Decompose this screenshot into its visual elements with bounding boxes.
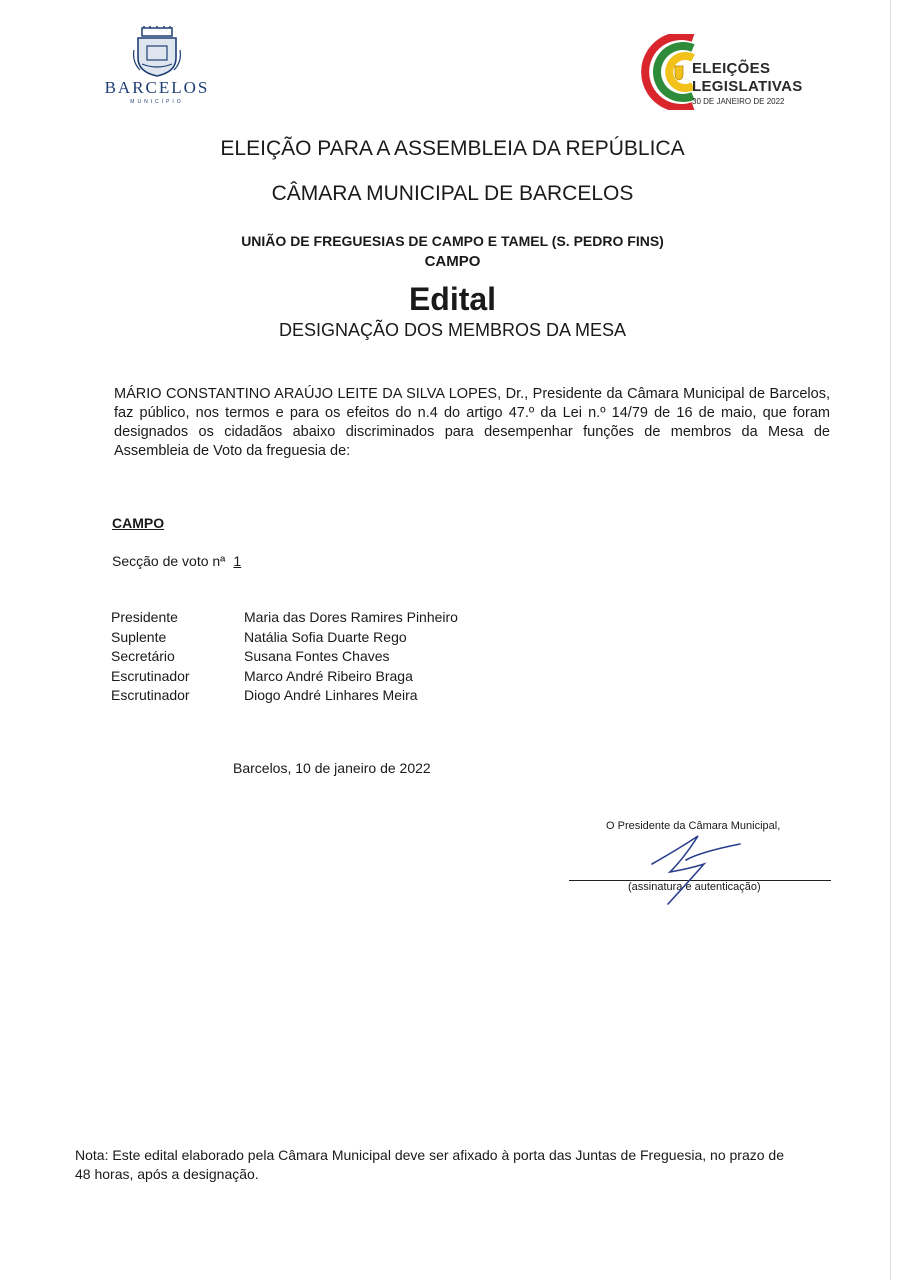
member-role: Escrutinador [111,667,190,684]
member-row [111,648,458,668]
section-label: Secção de voto nª [112,553,226,569]
barcelos-logo [92,26,222,106]
member-name: Susana Fontes Chaves [244,648,390,664]
member-row [111,629,458,649]
footer-note: Nota: Este edital elaborado pela Câmara Municipal deve ser afixado à porta das Juntas de Freguesia, no prazo de 48 horas, após a designação. [75,1147,784,1182]
section-number: 1 [233,553,242,569]
logo-line-1: ELEIÇÕES [692,60,771,77]
member-row [111,687,458,707]
signatory-title: O Presidente da Câmara Municipal, [606,820,781,832]
parish-union-title: UNIÃO DE FREGUESIAS DE CAMPO E TAMEL (S. PEDRO FINS) [241,233,664,249]
document-subject: DESIGNAÇÃO DOS MEMBROS DA MESA [278,320,627,340]
section-line [112,553,241,569]
logo-name: BARCELOS [104,78,210,97]
page-edge-divider [890,0,891,1280]
member-role: Escrutinador [111,687,190,703]
handwritten-signature [640,828,750,908]
member-role: Suplente [111,628,167,645]
logo-line-2: LEGISLATIVAS [692,78,803,95]
election-title: ELEIÇÃO PARA A ASSEMBLEIA DA REPÚBLICA [220,137,685,160]
member-name: Natália Sofia Duarte Rego [244,628,407,645]
logo-subtitle: MUNICÍPIO [130,99,184,105]
document-type: Edital [408,281,497,317]
member-row [111,609,458,629]
council-title: CÂMARA MUNICIPAL DE BARCELOS [271,182,634,205]
section-title: CAMPO [112,515,165,531]
signature-caption: (assinatura e autenticação) [628,881,761,893]
member-role: Presidente [111,609,178,625]
document-date: Barcelos, 10 de janeiro de 2022 [233,760,431,776]
parish-title: CAMPO [424,253,481,270]
member-row [111,668,458,688]
coat-of-arms-icon [132,26,182,78]
member-role: Secretário [111,648,175,664]
member-name: Maria das Dores Ramires Pinheiro [244,609,458,625]
logo-line-3: 30 DE JANEIRO DE 2022 [692,97,785,106]
member-name: Marco André Ribeiro Braga [244,667,413,684]
elections-logo [637,34,807,114]
intro-paragraph: MÁRIO CONSTANTINO ARAÚJO LEITE DA SILVA LOPES, Dr., Presidente da Câmara Municipal de Barcelos, faz público, nos termos e para os efeitos do n.4 do artigo 47.º da Lei n.º 14/79 de 16 de maio, que foram designados os cidadãos abaixo discriminados para desempenhar funções de membros da Mesa de Assembleia de Voto da freguesia de: [114,386,830,459]
members-list [111,609,458,707]
elections-emblem-icon [637,34,697,110]
member-name: Diogo André Linhares Meira [244,687,418,703]
